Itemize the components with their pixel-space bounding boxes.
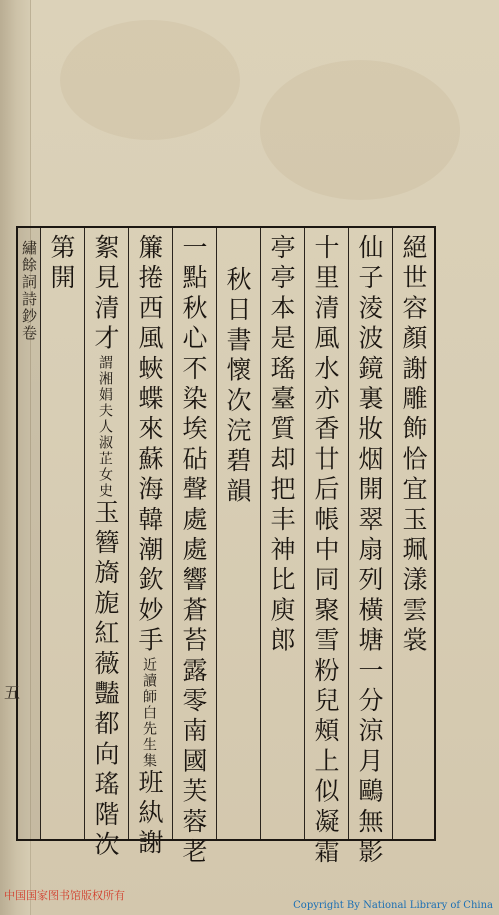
text-column-2: 仙子淩波鏡裏妝烟開翠扇列橫塘一分涼月鷗無影	[355, 234, 384, 869]
annotation-note-left: 淑芷女史	[97, 434, 113, 499]
column-rule	[40, 228, 41, 839]
column-text-after: 玉簪旖旎紅薇豔都向瑤階次	[91, 498, 120, 862]
text-frame	[16, 226, 436, 869]
margin-title: 繡餘詞詩鈔卷	[20, 240, 38, 342]
watermark-english: Copyright By National Library of China	[293, 900, 493, 911]
annotation-note-left: 先生集	[141, 720, 157, 769]
column-text: 簾捲西風蛺蝶來蘇海韓潮欽妙手	[135, 234, 164, 657]
text-column-1: 絕世容顏謝雕飾恰宜玉珮漾雲裳	[399, 234, 428, 657]
watermark-chinese: 中国国家图书馆版权所有	[4, 889, 125, 902]
paper-stain	[260, 60, 460, 200]
folio-number: 五	[4, 683, 21, 702]
margin-column	[18, 228, 40, 839]
annotation-note-right: 謂湘娟夫人	[97, 354, 113, 435]
text-column-8	[85, 234, 125, 861]
text-column-3: 十里清風水亦香廿后帳中同聚雪粉兒頰上似凝霜	[311, 234, 340, 869]
poem-title: 秋日書懷次浣碧韻	[223, 266, 252, 508]
text-column-6: 一點秋心不染埃砧聲處處響蒼苔露零南國芙蓉老	[179, 234, 208, 869]
text-column-4: 亭亭本是瑤臺質却把丰神比庾郎	[267, 234, 296, 657]
column-text: 絮見清才	[91, 234, 120, 355]
paper-stain	[60, 20, 240, 140]
text-column-7	[129, 234, 169, 859]
text-column-9: 第開	[47, 234, 76, 295]
annotation-note-right: 近讀師白	[141, 656, 157, 721]
column-text-after: 班紈謝	[135, 768, 164, 860]
